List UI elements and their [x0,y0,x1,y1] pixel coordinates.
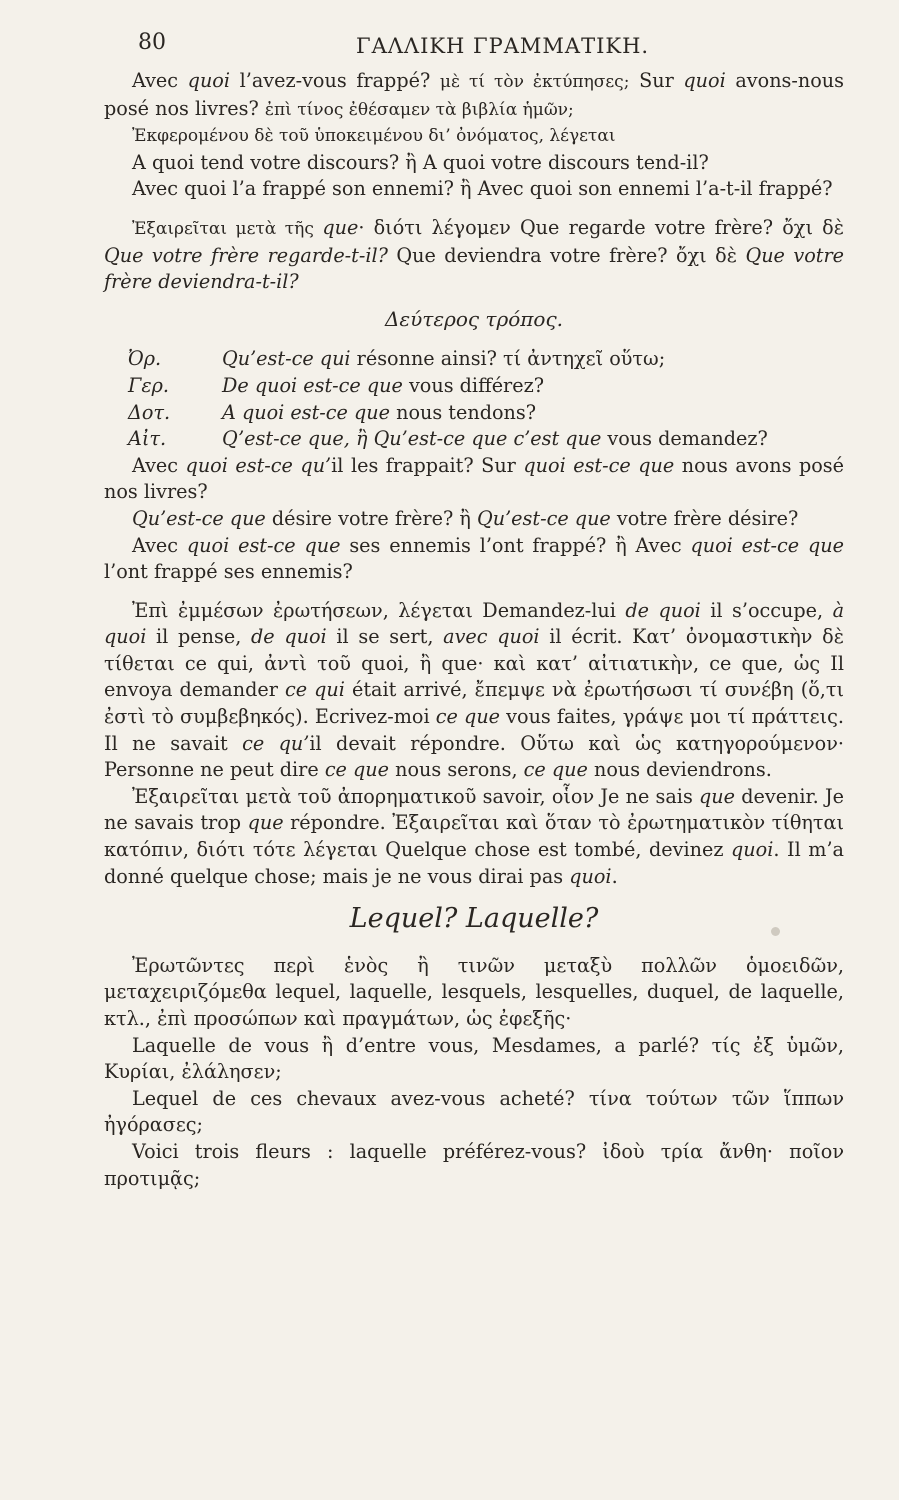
running-title: ΓΑΛΛΙΚΗ ΓΡΑΜΜΑΤΙΚΗ. [356,34,650,58]
section-title-lequel: Lequel? Laquelle? [349,903,599,935]
paragraph-lequel-intro: Ἐρωτῶντες περὶ ἑνὸς ἢ τινῶν μεταξὺ πολλῶν ὁμοειδῶν, μεταχειριζόμεθα lequel, laquelle, lesquels, lesquelles, duquel, de laquelle, κτλ., ἐπὶ προσώπων καὶ πραγμάτων, ὡς ἐφεξῆς· [104,953,844,1030]
paragraph-subject-noun: Ἐκφερομένου δὲ τοῦ ὑποκειμένου δι’ ὀνόματος, λέγεται [132,126,616,147]
case-label: Αἰτ. [128,427,167,451]
paragraph-qu-est-ce-que: Qu’est-ce que désire votre frère? ἢ Qu’est-ce que votre frère désire? [132,506,799,530]
case-label: Ὀρ. [128,347,162,371]
ink-spot [771,927,780,936]
paragraph-a-quoi-tend: A quoi tend votre discours? ἢ A quoi votre discours tend-il? [132,150,709,174]
paragraph-ses-ennemis: Avec quoi est-ce que ses ennemis l’ont frappé? ἢ Avec quoi est-ce que l’ont frappé ses ennemis? [104,533,845,584]
page-number: 80 [138,30,166,55]
paragraph-indirect-questions: Ἐπὶ ἐμμέσων ἐρωτήσεων, λέγεται Demandez-lui de quoi il s’occupe, à quoi il pense, de quoi il se sert, avec quoi il écrit. Κατ’ ὀνομαστικὴν δὲ τίθεται ce qui, ἀντὶ τοῦ quoi, ἢ que· καὶ κατ’ αἰτιατικὴν, ce que, ὡς Il envoya demander ce qui était arrivé, ἔπεμψε νὰ ἐρωτήσωσι τί συνέβη (ὅ,τι ἐστὶ τὸ συμβεβηκός). Ecrivez-moi ce que vous faites, γράψε μοι τί πράττεις. Il ne savait ce qu’il devait répondre. Οὕτω καὶ ὡς κατηγορούμενον· Personne ne peut dire ce que nous serons, ce que nous deviendrons. [104,598,845,782]
dialogue-line: Γερ. De quoi est-ce que vous différez? [104,373,844,400]
paragraph-lequel-chevaux: Lequel de ces chevaux avez-vous acheté? τίνα τούτων τῶν ἵππων ἠγόρασες; [104,1086,844,1137]
paragraph-avec-quoi-est-ce: Avec quoi est-ce qu’il les frappait? Sur quoi est-ce que nous avons posé nos livres? [104,453,844,504]
paragraph-que-exception: Ἐξαιρεῖται μετὰ τῆς que· διότι λέγομεν Que regarde votre frère? ὄχι δὲ Que votre frère regarde-t-il? Que deviendra votre frère? ὄχι δὲ Que votre frère deviendra-t-il? [104,215,845,294]
paragraph-savoir-exception: Ἐξαιρεῖται μετὰ τοῦ ἀπορηματικοῦ savoir, οἷον Je ne sais que devenir. Je ne savais trop que répondre. Ἐξαιρεῖται καὶ ὅταν τὸ ἐρωτηματικὸν τίθηται κατόπιν, διότι τότε λέγεται Quelque chose est tombé, devinez quoi. Il m’a donné quelque chose; mais je ne vous dirai pas quoi. [104,784,844,888]
body-text [104,68,844,1192]
paragraph-trois-fleurs: Voici trois fleurs : laquelle préférez-vous? ἰδοὺ τρία ἄνθη· ποῖον προτιμᾷς; [104,1139,844,1190]
case-label: Δοτ. [128,400,171,424]
subheading-second-way: Δεύτερος τρόπος. [384,306,564,331]
paragraph-avec-quoi-ennemi: Avec quoi l’a frappé son ennemi? ἢ Avec quoi son ennemi l’a-t-il frappé? [132,177,833,201]
dialogue-line: Ὀρ. Qu’est-ce qui résonne ainsi? τί ἀντηχεῖ οὕτω; [104,346,844,373]
dialogue-line: Δοτ. A quoi est-ce que nous tendons? [104,400,844,427]
dialogue-line: Αἰτ. Q’est-ce que, ἢ Qu’est-ce que c’est que vous demandez? [104,426,844,453]
paragraph-laquelle-example: Laquelle de vous ἢ d’entre vous, Mesdames, a parlé? τίς ἐξ ὑμῶν, Κυρίαι, ἐλάλησεν; [104,1033,844,1084]
case-label: Γερ. [128,373,169,397]
page-header [0,28,899,68]
paragraph-avec-quoi: Avec quoi l’avez-vous frappé? μὲ τί τὸν ἐκτύπησες; Sur quoi avons-nous posé nos livres? ἐπὶ τίνος ἐθέσαμεν τὰ βιβλία ἡμῶν; [104,69,845,120]
